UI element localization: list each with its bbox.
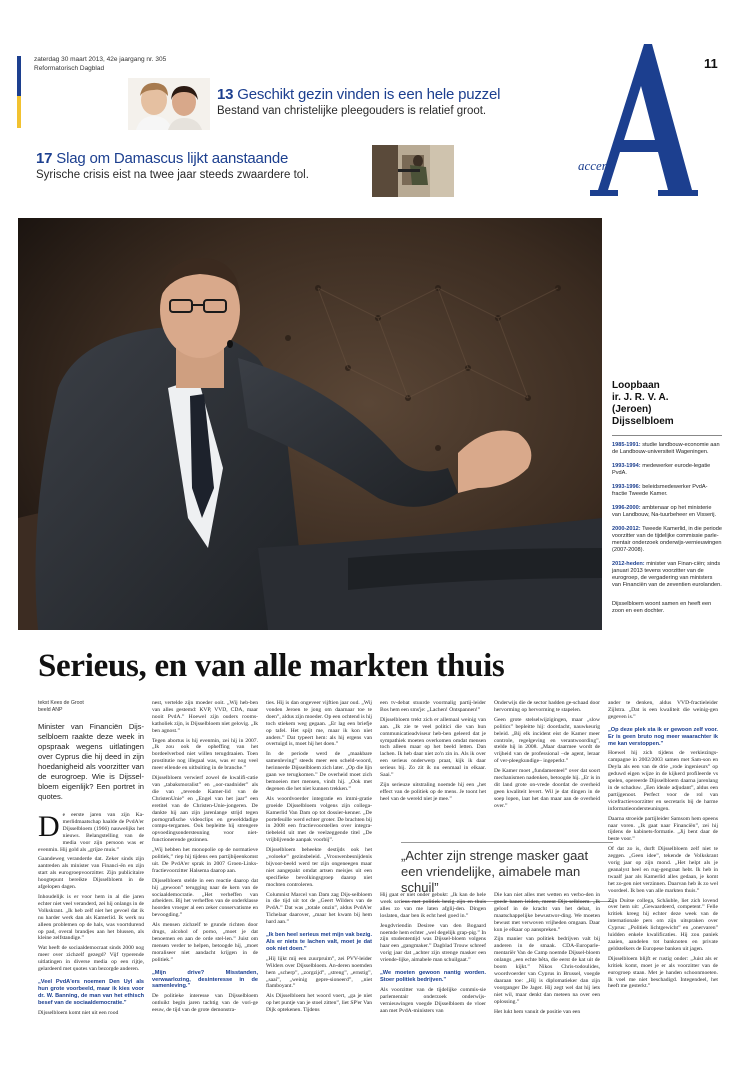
column-2: [152, 700, 258, 1017]
teaser-page-number: 17: [36, 150, 53, 167]
paragraph: Wat heeft de sociaaldemocraat sinds 2000 nog meer over zichzelf gezegd? Vijf typerende uitlatingen in diverse media op een rijtje, gelardeerd met quotes van bezorgde anderen.: [38, 945, 144, 973]
paragraph: De eerste jaren van zijn Ka-merlidmaatschap haalde de PvdA'er Dijsselbloem (1966) nauwelijks het nieuws. Belangstelling van de media voor zijn persoon was er evenmin. Hij gold als „grijze muis.”: [38, 810, 144, 853]
column-1: [38, 700, 144, 1019]
column-4: [380, 700, 486, 806]
paragraph: Onderwijs die de sector hadden ge-schaad door hervorming op hervorming te stapelen.: [494, 700, 600, 713]
paragraph: Dijsselbloem stelde in een reactie daarop dat hij „gewoon” terugging naar de kern van de sociaaldemocratie. „Het verheffen van arbeiders. Bij het verheffen van de onderklasse hoorden vroeger al een zeker conservatisme en bevoogding.”: [152, 877, 258, 919]
paragraph: Dijsselbloem verwierf zowel de kwalifi-catie van „tabaksmoralist” en „oor-raadnider” als die van „tevende Kamer-lid van de ChristenUnie” en „Engel van het jaar” een eretitel van de Christen-Unie-jongeren. De dankte hij aan zijn jarenlange strijd tegen pornografische videoclips en gewelddadige compu-tergames. Ook bepleitte hij strengere opvoedingsondersteuning voor niet-functionerende gezinnen.: [152, 775, 258, 844]
teaser-subline: Syrische crisis eist na twee jaar steeds zwaardere tol.: [36, 169, 309, 181]
paragraph: Jeugdvriendin Desiree van den Bogaard noemde hem echter „wel degelijk grap-pig.” In zijn studententijd was Dijssel-bloem volgens haar een „gangmaker.” Dagblad Trouw schreef vorig jaar dat „achter zijn strenge masker een vriende-lijke, aimabele man schuilgaat.”: [380, 922, 486, 964]
article-intro: Minister van Financiën Dijs-selbloem raakte deze week in opspraak wegens uitlatingen over Cyprus die hij deed in zijn hoedanigheid als voorzitter van de eurogroep. Wie is Dijssel-bloem eigenlijk? Een portret in quotes.: [38, 722, 144, 801]
paragraph: Dijsselbloem trekt zich er allemaal weinig van aan. „Ik zie te veel politici die van hun communicatieadviseur heb-ben geleerd dat je sympathiek moeten overkomen omdat mensen toch alleen maar op het beeld letten. Dan lachen. Ik heb daar niet zo'n zin in. Als ik over een serieus onderwerp praat, kijk ik daar serieus bij. Zo zit ik nu eenmaal in elkaar. Saai.”: [380, 716, 486, 779]
paragraph: „Hij lijkt mij een zuurpruim”, zei PVV-leider Wilders over Dijsselbloem. An-deren noemden hem „scherp”, „zorgzijd”, „streng”, „ernstig”, „saai”, „weinig gepre-sioneerd”, „niet flamboyant.”: [266, 955, 372, 990]
career-entry: 1993-1994: medewerker eurode-legatie PvdA.: [612, 463, 711, 476]
pull-quote-text: „Achter zijn strenge masker gaat een vriendelijke, aimabele man schuil”: [401, 848, 589, 895]
byline: tekst Kees de Groot beeld ANP: [38, 700, 84, 713]
pull-quote-rule: [401, 842, 613, 843]
paragraph: Zijn serieuze uitstraling noemde hij een „het effect van de politiek op de mens. Je toont het heel van de wereld niet je mee.”: [380, 781, 486, 802]
paper-name: Reformatorisch Dagblad: [34, 65, 105, 72]
teaser-photo-soldier[interactable]: [372, 145, 454, 197]
paragraph: Tegen abortus is hij evenmin, zei hij in 2007. „Ik zou ook de opheffing van het bordeelverbod niet willen terugdraaien. Toen prostitutie nog illegaal was, was er nog veel meer ellende en uitbuiting in de branche.”: [152, 737, 258, 772]
paragraph: Geen grote stelselwijzigingen, maar „slow politics” bepleitte hij: doordacht, nauwkeurig beleid. „Bij elk incident eist de Kamer meer controle, regelgeving en verantwoording”, stelde hij in 2008. „Maar daarmee wordt de vrijheid van de professional –de agent, leraar of ver-pleegkundige– ingeperkt.”: [494, 716, 600, 765]
article-headline: Serieus, en van alle markten thuis: [38, 648, 505, 684]
date-line: [34, 55, 166, 73]
paragraph: ties. Hij is dan ongeveer vijftien jaar oud. „Wij vonden Jeroen te jong om daarnaar toe te doen”, aldus zijn moeder. Op een ochtend is hij toch stiekem weg gegaan. „Er lag een briefje op tafel. Het spijt me, maar ik kon niet anders.” Dat typeert hem: als hij ergens van overtuigd is, moet hij het doen.”: [266, 700, 372, 748]
paragraph: Inhoudelijk is er voor hem in al die jaren echter niet veel veranderd, zei hij onlangs in de Volkskrant. „Ik heb zelf niet het gevoel dat ik nu harder werk dan als Kamerlid. Ik werk nu alleen problemen op de hals, was voortdurend op pad, overal brandjes aan het blussen, als kleine zelfstandige.”: [38, 893, 144, 942]
paragraph: Het lukt hem vanuit de positie van een: [494, 1008, 581, 1015]
paragraph: Als mensen zichzelf te grunde richten door drugs, alcohol of porno, „moet je dat benoemen en aan de orde stel-len.” Juist om mensen verder te helpen, betoogde hij, „moet moraliseer niet aandacht krijgen in de politiek.”: [152, 922, 258, 963]
career-entry: 1996-2000: ambtenaar op het ministerie van Landbouw, Na-tuurbeheer en Visserij.: [612, 505, 717, 518]
paragraph: Als voorzitter van de tijdelijke commis-sie parlementair onderzoek onderwijs-vernieuwingen voegde Dijsselbloem de vloer aan met PvdA-ministers van: [380, 986, 486, 1014]
paragraph: Die kan niet alles met wetten en verbo-den in goede banen leiden, meent Dijs-selbloem. „Ik geloof in de kracht van het debat, in maatschappelijke bewustwor-ding. We moeten bewust met verwoven vrijheden omgaan. Daar kun je elkaar op aanspreken.”: [494, 892, 600, 933]
career-sidebar: [612, 380, 722, 615]
portrait-photo: [18, 218, 602, 630]
paragraph: Dijsselbloem komt niet uit een rood: [38, 1009, 119, 1016]
paragraph: De politieke interesse van Dijsselbloem ontluikt begin jaren tachtig van de vori-ge eeuw, de tijd van de grote demonstra-: [152, 993, 258, 1014]
column-5: [494, 700, 600, 813]
paragraph: ander te denken, aldus VVD-fractieleider Zijlstra. „Dat is een kwaliteit die weinig-gen gegeven is.”: [608, 700, 718, 720]
teaser-photo-family[interactable]: [128, 78, 210, 130]
article-body: [38, 700, 728, 1060]
paragraph: In de periode werd de „maakbare samenleving” steeds meer een scheld-woord, herinnerde Dijsselbloem zich later. „Op die lijn gaan we terugkomen.” De overheid moet zich bemoeien met mensen, vindt hij. „Ook met degenen die het niet kunnen trekken.”: [266, 751, 372, 792]
subheading-quote: „Mijn drive? Misstanden, verwaarlozing, desinteresse in de samenleving.”: [152, 969, 258, 990]
sidebar-note: Dijsselbloem woont samen en heeft een zoon en een dochter.: [612, 601, 712, 614]
drop-cap: D: [38, 810, 60, 843]
career-entry: 1985-1991: studie landbouw-economie aan de Landbouw-universiteit Wageningen.: [612, 442, 720, 455]
paragraph: Als Dijsselbloem het woord voert, „ga je niet op het puntje van je stoel zitten”, liet SP'er Van Dijk optekenen. Tijdens: [266, 993, 372, 1014]
sidebar-title: Loopbaan ir. J. R. V. A. (Jeroen) Dijsselbloem: [612, 380, 674, 427]
paragraph: Daarna stroeide partijleider Samsom hem opeens naar voren. „Ik gaat naar Financiën”, zei hij tijdens de kabinets-formatie. „Jij bent daar de beste voor.”: [608, 815, 718, 843]
column-5-lower: [494, 892, 600, 1018]
section-color-bar: [17, 56, 21, 128]
paragraph: nest, vertelde zijn moeder ooit. „Wij heb-ben van alles gestemd: KVP, VVD, CDA, maar nooit PvdA.” Hoewel zijn ouders rooms-katholiek zijn, is Dijsselbloem niet gelovig. „Ik ben agnost.”: [152, 700, 258, 734]
paragraph: „Wij hebben het monopolie op de normatieve politiek,” riep hij tijdens een partijbijeenkomst uit. De PvdA'er sprak in 2007 Groen-Links-fractievoorzitter Halsema daarop aan.: [152, 847, 258, 874]
paragraph: Dijsselbloem blijft er rustig onder: „Juist als er kritiek komt, moet je er als voorzitter van de eurogroep staan. Met je handen schoonmoeten. Ik voel me niet beschadigd. Integendeel, het heeft me gesterkt.”: [608, 955, 718, 990]
paragraph: Hij gaat er niet onder gebukt: „Ik kan de hele week serieus met politiek bezig zijn en thuis alles zo van me laten afglij-den. Dingen loslaten, daar ben ik echt heel goed in.”: [380, 892, 486, 919]
paragraph: Zijn manier van politiek bedrijven valt bij anderen in de smaak. CDA-Europarle-mentariër Van de Camp noemde Dijssel-bloem onlangs „een echte bêta, die eerst de kat uit de boom kijkt.” Nikos Chris-todoulides, woordvoerder van Cyprus in Brussel, voegde daaraan toe: „Hij is diplomatieker dan zijn voorganger De Jager. Hij zegt wel dat hij iets niet wil, maar denkt dan meteen na over een oplossing.”: [494, 936, 600, 1005]
column-3: [266, 700, 372, 1017]
career-entry: 1993-1996: beleidsmedewerker PvdA-fractie Tweede Kamer.: [612, 484, 708, 497]
career-entry: 2000-2012: Tweede Kamerlid, in die periode voorzitter van de tijdelijke commissie parle-mentair onderzoek onderwijs-vernieuwingen (2007-2008).: [612, 526, 722, 553]
paragraph: een tv-debat stuurde voormalig partij-leider Bos hem een sms'je: „Lachen! Ontspannen!”: [380, 700, 486, 713]
subheading-quote: „Op deze plek sta ik er gewoon zelf voor. Er is geen bruto nog meer waarachter ik me kan verstoppen.”: [608, 726, 718, 747]
career-entry: 2012-heden: minister van Finan-ciën; sinds januari 2013 tevens voorzitter van de eurogroep, de vergadering van ministers van Financiën van de zeventien eurolanden.: [612, 561, 722, 588]
teaser-damascus[interactable]: [36, 150, 309, 183]
teaser-page-number: 13: [217, 86, 234, 103]
section-label: accent: [578, 158, 612, 173]
paragraph: De Kamer moet „fundamenteel” over dat soort mechanismen nadenken, betoogde hij. „Er is in dit land grote on-vrede doordat de overheid geen kwaliteit levert. Wil je dat dingen in de soep lopen, laat het dan maar aan de overheid over.”: [494, 768, 600, 809]
subheading-quote: „We moeten gewoon nantig worden. Stoer politiek bedrijven.”: [380, 970, 486, 983]
subheading-quote: „Ik ben heel serieus met mijn vak bezig. Als er niets te lachen valt, moet je dat ook niet doen.”: [266, 932, 372, 952]
paragraph: Als woordvoerder integratie en immi-gratie groeide Dijsselbloem volgens zijn collega-Kamerlid Van Dam op tot dossier-kenner. „De portefeuille werd echter groter. De brachten bij in 2008 een fractievoorstellen over integra-tiebeleid uit met de veelzeggende titel „De vrijblijvende aanpak voorbij”.: [266, 795, 372, 844]
column-6: [608, 700, 718, 993]
teaser-headline: Slag om Damascus lijkt aanstaande: [56, 150, 289, 167]
sidebar-divider: [612, 435, 722, 436]
paragraph: Hoewel hij zich tijdens de verkiezings-campagne in 2002/2003 samen met Sam-son en Deyla als een van de drie „rode ingenieurs” op geduwd eigen wijze in de kijkerd profileerde vs spelen, opereerde Dijsselbloem daarna jarenlang in de schaduw. „Een ideale adjudant”, aldus een partijgenoot. Perfect voor de rol van vicefractievoorzitter en secretaris bij de harme informatieondersteuningen.: [608, 750, 718, 812]
yellow-accent: [17, 96, 21, 128]
issue-date: zaterdag 30 maart 2013, 42e jaargang nr. 305: [34, 56, 167, 63]
paragraph: Gaandeweg veranderde dat. Zeker sinds zijn aantreden als minister van Financi-ën en zijn start als eurogroepvoorzitter. Zijn publicitaire hoogtepunt bereikte Dijsselbloem in de afgelopen dagen.: [38, 856, 144, 891]
column-4-lower: [380, 892, 486, 1018]
teaser-subline: Bestand van christelijke pleegouders is relatief groot.: [217, 105, 487, 117]
paragraph: Columnist Marcel van Dam zag Dijs-selbloem in die tijd uit tot de „Geert Wilders van de PvdA.” Dat was „totale onzin”, aldus PvdA'er Tichelaar daarover, „maar het kwam bij hem hard aan.”: [266, 891, 372, 926]
subheading-quote: „Veel PvdA'ers noemen Den Uyl als hun grote voorbeeld, maar ik kies voor dr. W. Banning, de man van het ethisch besef van de sociaaldemocratie.”: [38, 978, 144, 1006]
paragraph: Zijn Duitse collega, Schäuble, liet zich lovend over hem uit: „Gewaardeerd, competent.” Felle kritiek kreeg hij echter deze week van de internationale pers om zijn uitspraken over Cyprus: „Politiek lichtgewicht” en „onervaren” luidden enkele kwalificaties. Hij zou paniek zaaien, aandelen tot banknoten en private geldstelkers de Europese banken uit jagen.: [608, 897, 718, 952]
section-letter-logo: [574, 40, 698, 198]
teaser-foster-families[interactable]: [217, 86, 500, 119]
teaser-headline: Geschikt gezin vinden is een hele puzzel: [237, 86, 501, 103]
paragraph: Of dat zo is, durft Dijsselbloem zelf niet te zeggen. „Geen idee”, tekende de Volkskrant vorig jaar op zijn mond. „Het helpt als je geanalyst heel en rug-gengraat hebt. Ik heb in twaalf jaar als Kamerlid alles gedaan, je komt het zo-gen niet verzinnen. Daarvan heb ik zo wel voordeel. Ik ben van alle markten thuis.”: [608, 846, 718, 894]
page-number: 11: [704, 56, 718, 71]
paragraph: Dijsselbloem beheekte destijds ook het „voloeke” gezinsbeleid. „Vrouwenbesnijdenis bijvoor-beeld werd ter zijn ongeneegen maar niet aangepakt omdat artsen meisjes uit een specifieke bevolkingsgroep daarop niet mochten controleren.: [266, 847, 372, 888]
